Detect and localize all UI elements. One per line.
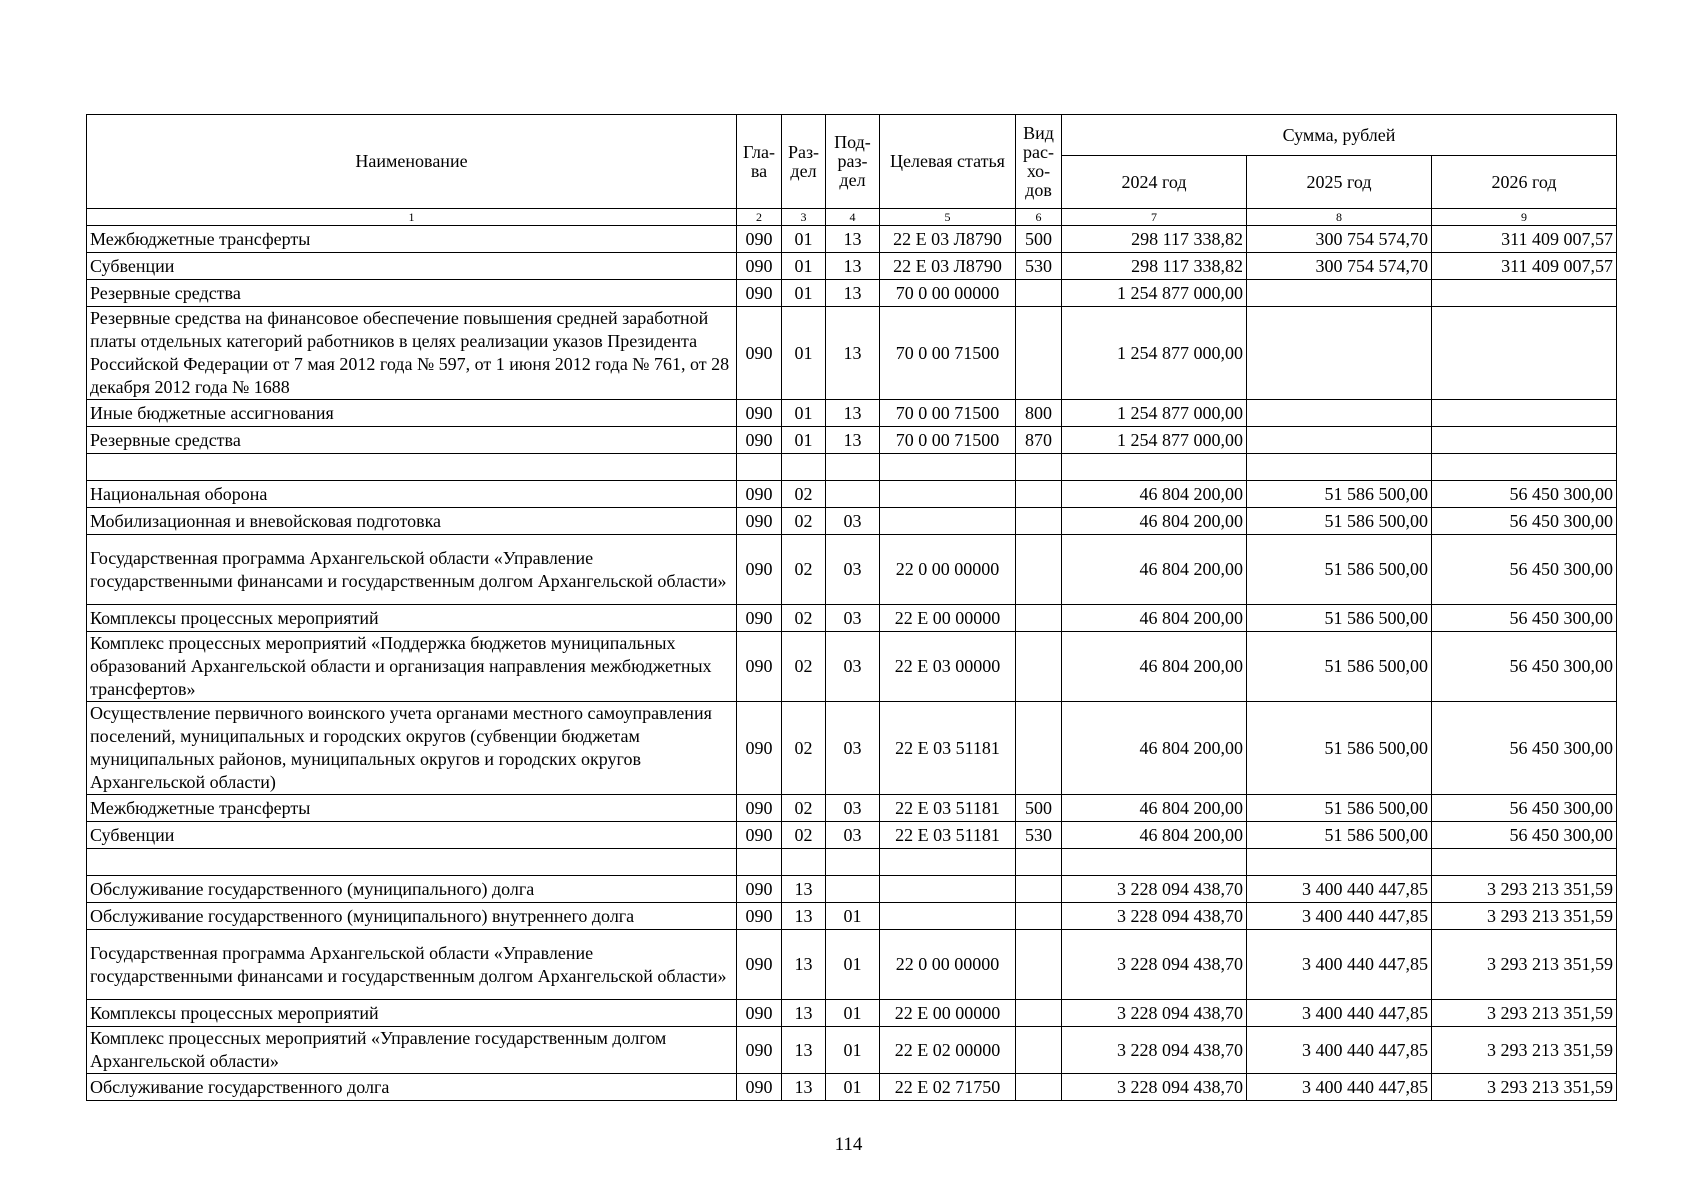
cell-sum-2025: 3 400 440 447,85 — [1247, 930, 1432, 1000]
table-row — [87, 481, 1617, 508]
cell-chapter: 090 — [737, 1027, 782, 1074]
cell-target: 70 0 00 71500 — [880, 307, 1016, 400]
cell-subsection — [826, 849, 880, 876]
cell-sum-2025: 51 586 500,00 — [1247, 535, 1432, 605]
cell-name: Национальная оборона — [87, 481, 737, 508]
cell-section: 13 — [782, 876, 826, 903]
cell-subsection: 03 — [826, 535, 880, 605]
cell-name: Субвенции — [87, 253, 737, 280]
header-name: Наименование — [87, 115, 737, 209]
cell-name: Государственная программа Архангельской области «Управление государственными финансами и государственным долгом Архангельской области» — [87, 930, 737, 1000]
cell-chapter: 090 — [737, 632, 782, 702]
cell-chapter: 090 — [737, 481, 782, 508]
cell-sum-2026 — [1432, 280, 1617, 307]
cell-sum-2025: 3 400 440 447,85 — [1247, 876, 1432, 903]
cell-section: 01 — [782, 427, 826, 454]
cell-sum-2024: 46 804 200,00 — [1062, 535, 1247, 605]
cell-sum-2026 — [1432, 427, 1617, 454]
cell-sum-2026 — [1432, 849, 1617, 876]
cell-section: 01 — [782, 253, 826, 280]
cell-chapter — [737, 849, 782, 876]
cell-expense-type — [1016, 632, 1062, 702]
cell-subsection: 03 — [826, 795, 880, 822]
table-row — [87, 1027, 1617, 1074]
header-year-2025: 2025 год — [1247, 156, 1432, 209]
cell-sum-2024 — [1062, 849, 1247, 876]
cell-sum-2026: 56 450 300,00 — [1432, 508, 1617, 535]
cell-sum-2024 — [1062, 454, 1247, 481]
cell-sum-2025: 300 754 574,70 — [1247, 253, 1432, 280]
cell-subsection: 03 — [826, 508, 880, 535]
cell-subsection: 13 — [826, 427, 880, 454]
cell-expense-type — [1016, 508, 1062, 535]
cell-section: 13 — [782, 903, 826, 930]
header-chapter: Гла-ва — [737, 115, 782, 209]
cell-expense-type: 800 — [1016, 400, 1062, 427]
cell-name: Межбюджетные трансферты — [87, 795, 737, 822]
table-row — [87, 1074, 1617, 1101]
cell-sum-2024: 46 804 200,00 — [1062, 605, 1247, 632]
cell-chapter: 090 — [737, 535, 782, 605]
cell-sum-2024: 3 228 094 438,70 — [1062, 903, 1247, 930]
header-year-2026: 2026 год — [1432, 156, 1617, 209]
cell-name — [87, 454, 737, 481]
cell-sum-2025: 51 586 500,00 — [1247, 702, 1432, 795]
cell-sum-2025 — [1247, 454, 1432, 481]
cell-section: 02 — [782, 632, 826, 702]
cell-section: 02 — [782, 795, 826, 822]
cell-sum-2024: 46 804 200,00 — [1062, 822, 1247, 849]
cell-sum-2025 — [1247, 280, 1432, 307]
cell-name — [87, 849, 737, 876]
cell-sum-2025 — [1247, 307, 1432, 400]
cell-sum-2026: 56 450 300,00 — [1432, 795, 1617, 822]
header-target: Целевая статья — [880, 115, 1016, 209]
cell-sum-2026: 56 450 300,00 — [1432, 822, 1617, 849]
cell-sum-2025: 51 586 500,00 — [1247, 822, 1432, 849]
table-row — [87, 226, 1617, 253]
cell-sum-2024: 3 228 094 438,70 — [1062, 930, 1247, 1000]
cell-name: Межбюджетные трансферты — [87, 226, 737, 253]
cell-sum-2024: 3 228 094 438,70 — [1062, 876, 1247, 903]
cell-expense-type — [1016, 535, 1062, 605]
cell-section — [782, 849, 826, 876]
cell-subsection: 13 — [826, 253, 880, 280]
cell-target: 22 Е 03 51181 — [880, 795, 1016, 822]
cell-chapter: 090 — [737, 1000, 782, 1027]
cell-section: 02 — [782, 508, 826, 535]
cell-sum-2024: 298 117 338,82 — [1062, 226, 1247, 253]
cell-name: Осуществление первичного воинского учета органами местного самоуправления поселений, муниципальных и городских округов (субвенции бюджетам муниципальных районов, муниципальных округов и городских округов Архангельской области) — [87, 702, 737, 795]
cell-sum-2025 — [1247, 427, 1432, 454]
cell-chapter: 090 — [737, 605, 782, 632]
cell-target: 22 Е 03 Л8790 — [880, 226, 1016, 253]
cell-sum-2026: 56 450 300,00 — [1432, 535, 1617, 605]
cell-subsection: 01 — [826, 930, 880, 1000]
column-number: 3 — [782, 209, 826, 226]
cell-section: 02 — [782, 481, 826, 508]
column-number: 7 — [1062, 209, 1247, 226]
table-row — [87, 508, 1617, 535]
cell-section: 02 — [782, 822, 826, 849]
cell-section: 02 — [782, 605, 826, 632]
cell-target: 22 Е 03 51181 — [880, 702, 1016, 795]
cell-section — [782, 454, 826, 481]
cell-chapter: 090 — [737, 280, 782, 307]
cell-sum-2024: 3 228 094 438,70 — [1062, 1074, 1247, 1101]
cell-section: 13 — [782, 930, 826, 1000]
table-row — [87, 253, 1617, 280]
cell-sum-2024: 3 228 094 438,70 — [1062, 1027, 1247, 1074]
cell-sum-2025: 3 400 440 447,85 — [1247, 1000, 1432, 1027]
cell-name: Обслуживание государственного долга — [87, 1074, 737, 1101]
cell-sum-2026: 3 293 213 351,59 — [1432, 903, 1617, 930]
cell-expense-type: 500 — [1016, 795, 1062, 822]
cell-section: 01 — [782, 280, 826, 307]
cell-name: Обслуживание государственного (муниципального) долга — [87, 876, 737, 903]
cell-target: 22 Е 00 00000 — [880, 605, 1016, 632]
header-section: Раз-дел — [782, 115, 826, 209]
cell-subsection: 13 — [826, 280, 880, 307]
cell-target: 70 0 00 00000 — [880, 280, 1016, 307]
column-number-row — [87, 209, 1617, 226]
cell-target — [880, 508, 1016, 535]
cell-target — [880, 903, 1016, 930]
cell-sum-2025: 51 586 500,00 — [1247, 481, 1432, 508]
table-row — [87, 876, 1617, 903]
cell-name: Комплекс процессных мероприятий «Поддержка бюджетов муниципальных образований Архангельской области и организация направления межбюджетных трансфертов» — [87, 632, 737, 702]
cell-target — [880, 876, 1016, 903]
cell-sum-2024: 1 254 877 000,00 — [1062, 400, 1247, 427]
page-number: 114 — [834, 1134, 863, 1155]
cell-section: 01 — [782, 307, 826, 400]
cell-name: Обслуживание государственного (муниципального) внутреннего долга — [87, 903, 737, 930]
table-body — [87, 226, 1617, 1101]
cell-sum-2026: 56 450 300,00 — [1432, 481, 1617, 508]
cell-sum-2026 — [1432, 400, 1617, 427]
column-number: 9 — [1432, 209, 1617, 226]
table-row — [87, 605, 1617, 632]
cell-target: 22 Е 03 51181 — [880, 822, 1016, 849]
header-year-2024: 2024 год — [1062, 156, 1247, 209]
cell-sum-2026 — [1432, 454, 1617, 481]
cell-expense-type — [1016, 454, 1062, 481]
cell-sum-2024: 298 117 338,82 — [1062, 253, 1247, 280]
cell-expense-type — [1016, 930, 1062, 1000]
cell-target — [880, 481, 1016, 508]
table-row — [87, 400, 1617, 427]
cell-section: 01 — [782, 400, 826, 427]
cell-chapter — [737, 454, 782, 481]
table-row — [87, 535, 1617, 605]
cell-sum-2024: 46 804 200,00 — [1062, 508, 1247, 535]
cell-name: Мобилизационная и вневойсковая подготовка — [87, 508, 737, 535]
cell-expense-type: 870 — [1016, 427, 1062, 454]
table-row — [87, 849, 1617, 876]
cell-subsection: 01 — [826, 903, 880, 930]
cell-chapter: 090 — [737, 427, 782, 454]
cell-sum-2026: 311 409 007,57 — [1432, 253, 1617, 280]
table-row — [87, 280, 1617, 307]
cell-sum-2026: 3 293 213 351,59 — [1432, 1027, 1617, 1074]
cell-sum-2026: 3 293 213 351,59 — [1432, 1074, 1617, 1101]
table-row — [87, 1000, 1617, 1027]
cell-chapter: 090 — [737, 903, 782, 930]
cell-chapter: 090 — [737, 702, 782, 795]
cell-sum-2026: 56 450 300,00 — [1432, 632, 1617, 702]
cell-expense-type — [1016, 876, 1062, 903]
cell-subsection: 01 — [826, 1074, 880, 1101]
cell-sum-2024: 1 254 877 000,00 — [1062, 307, 1247, 400]
cell-sum-2026: 3 293 213 351,59 — [1432, 930, 1617, 1000]
cell-sum-2024: 46 804 200,00 — [1062, 795, 1247, 822]
header-sum: Сумма, рублей — [1062, 115, 1617, 156]
cell-chapter: 090 — [737, 1074, 782, 1101]
cell-sum-2025: 51 586 500,00 — [1247, 632, 1432, 702]
cell-chapter: 090 — [737, 226, 782, 253]
cell-section: 13 — [782, 1000, 826, 1027]
cell-subsection — [826, 876, 880, 903]
cell-sum-2025 — [1247, 849, 1432, 876]
cell-chapter: 090 — [737, 876, 782, 903]
cell-chapter: 090 — [737, 822, 782, 849]
cell-target: 22 Е 03 00000 — [880, 632, 1016, 702]
cell-sum-2026: 56 450 300,00 — [1432, 605, 1617, 632]
cell-sum-2024: 3 228 094 438,70 — [1062, 1000, 1247, 1027]
cell-sum-2024: 46 804 200,00 — [1062, 632, 1247, 702]
cell-expense-type — [1016, 702, 1062, 795]
cell-target — [880, 849, 1016, 876]
table-row — [87, 632, 1617, 702]
cell-name: Субвенции — [87, 822, 737, 849]
cell-chapter: 090 — [737, 400, 782, 427]
cell-chapter: 090 — [737, 508, 782, 535]
cell-sum-2025: 300 754 574,70 — [1247, 226, 1432, 253]
cell-subsection: 01 — [826, 1000, 880, 1027]
cell-name: Государственная программа Архангельской области «Управление государственными финансами и государственным долгом Архангельской области» — [87, 535, 737, 605]
cell-expense-type — [1016, 280, 1062, 307]
cell-sum-2026: 311 409 007,57 — [1432, 226, 1617, 253]
table-row — [87, 930, 1617, 1000]
cell-subsection: 13 — [826, 400, 880, 427]
cell-subsection — [826, 454, 880, 481]
cell-sum-2025: 51 586 500,00 — [1247, 795, 1432, 822]
cell-sum-2024: 1 254 877 000,00 — [1062, 280, 1247, 307]
cell-section: 13 — [782, 1074, 826, 1101]
cell-sum-2025: 3 400 440 447,85 — [1247, 1074, 1432, 1101]
column-number: 4 — [826, 209, 880, 226]
cell-name: Резервные средства на финансовое обеспечение повышения средней заработной платы отдельных категорий работников в целях реализации указов Президента Российской Федерации от 7 мая 2012 года № 597, от 1 июня 2012 года № 761, от 28 декабря 2012 года № 1688 — [87, 307, 737, 400]
cell-expense-type — [1016, 1000, 1062, 1027]
cell-target — [880, 454, 1016, 481]
table-row — [87, 427, 1617, 454]
cell-expense-type — [1016, 1027, 1062, 1074]
cell-sum-2025: 51 586 500,00 — [1247, 605, 1432, 632]
cell-section: 02 — [782, 535, 826, 605]
cell-target: 22 Е 03 Л8790 — [880, 253, 1016, 280]
cell-expense-type — [1016, 605, 1062, 632]
table-row — [87, 702, 1617, 795]
cell-subsection: 01 — [826, 1027, 880, 1074]
cell-sum-2025 — [1247, 400, 1432, 427]
cell-name: Комплексы процессных мероприятий — [87, 1000, 737, 1027]
header-subsection: Под-раз-дел — [826, 115, 880, 209]
cell-section: 02 — [782, 702, 826, 795]
column-number: 6 — [1016, 209, 1062, 226]
table-row — [87, 822, 1617, 849]
cell-expense-type — [1016, 481, 1062, 508]
cell-subsection — [826, 481, 880, 508]
cell-sum-2025: 3 400 440 447,85 — [1247, 903, 1432, 930]
cell-sum-2024: 1 254 877 000,00 — [1062, 427, 1247, 454]
column-number: 5 — [880, 209, 1016, 226]
cell-target: 22 Е 02 00000 — [880, 1027, 1016, 1074]
cell-sum-2024: 46 804 200,00 — [1062, 481, 1247, 508]
cell-sum-2026: 3 293 213 351,59 — [1432, 876, 1617, 903]
cell-expense-type — [1016, 849, 1062, 876]
cell-target: 22 Е 00 00000 — [880, 1000, 1016, 1027]
cell-name: Резервные средства — [87, 427, 737, 454]
column-number: 8 — [1247, 209, 1432, 226]
column-number: 2 — [737, 209, 782, 226]
cell-name: Иные бюджетные ассигнования — [87, 400, 737, 427]
cell-target: 22 0 00 00000 — [880, 535, 1016, 605]
cell-subsection: 03 — [826, 605, 880, 632]
cell-name: Комплексы процессных мероприятий — [87, 605, 737, 632]
cell-name: Комплекс процессных мероприятий «Управление государственным долгом Архангельской области» — [87, 1027, 737, 1074]
cell-section: 13 — [782, 1027, 826, 1074]
table-row — [87, 454, 1617, 481]
cell-expense-type — [1016, 307, 1062, 400]
cell-chapter: 090 — [737, 795, 782, 822]
cell-subsection: 13 — [826, 307, 880, 400]
cell-target: 22 Е 02 71750 — [880, 1074, 1016, 1101]
cell-target: 22 0 00 00000 — [880, 930, 1016, 1000]
header-expense-type: Вид рас-хо-дов — [1016, 115, 1062, 209]
cell-expense-type — [1016, 903, 1062, 930]
cell-subsection: 03 — [826, 632, 880, 702]
table-row — [87, 307, 1617, 400]
cell-expense-type: 530 — [1016, 253, 1062, 280]
cell-sum-2026 — [1432, 307, 1617, 400]
cell-subsection: 03 — [826, 702, 880, 795]
cell-chapter: 090 — [737, 253, 782, 280]
cell-expense-type: 500 — [1016, 226, 1062, 253]
cell-target: 70 0 00 71500 — [880, 400, 1016, 427]
cell-expense-type — [1016, 1074, 1062, 1101]
table-row — [87, 903, 1617, 930]
cell-subsection: 03 — [826, 822, 880, 849]
cell-sum-2026: 56 450 300,00 — [1432, 702, 1617, 795]
cell-chapter: 090 — [737, 930, 782, 1000]
cell-name: Резервные средства — [87, 280, 737, 307]
table-row — [87, 795, 1617, 822]
cell-sum-2026: 3 293 213 351,59 — [1432, 1000, 1617, 1027]
cell-sum-2024: 46 804 200,00 — [1062, 702, 1247, 795]
cell-chapter: 090 — [737, 307, 782, 400]
cell-sum-2025: 3 400 440 447,85 — [1247, 1027, 1432, 1074]
column-number: 1 — [87, 209, 737, 226]
cell-target: 70 0 00 71500 — [880, 427, 1016, 454]
cell-subsection: 13 — [826, 226, 880, 253]
cell-sum-2025: 51 586 500,00 — [1247, 508, 1432, 535]
cell-expense-type: 530 — [1016, 822, 1062, 849]
cell-section: 01 — [782, 226, 826, 253]
budget-table — [86, 114, 1617, 1101]
